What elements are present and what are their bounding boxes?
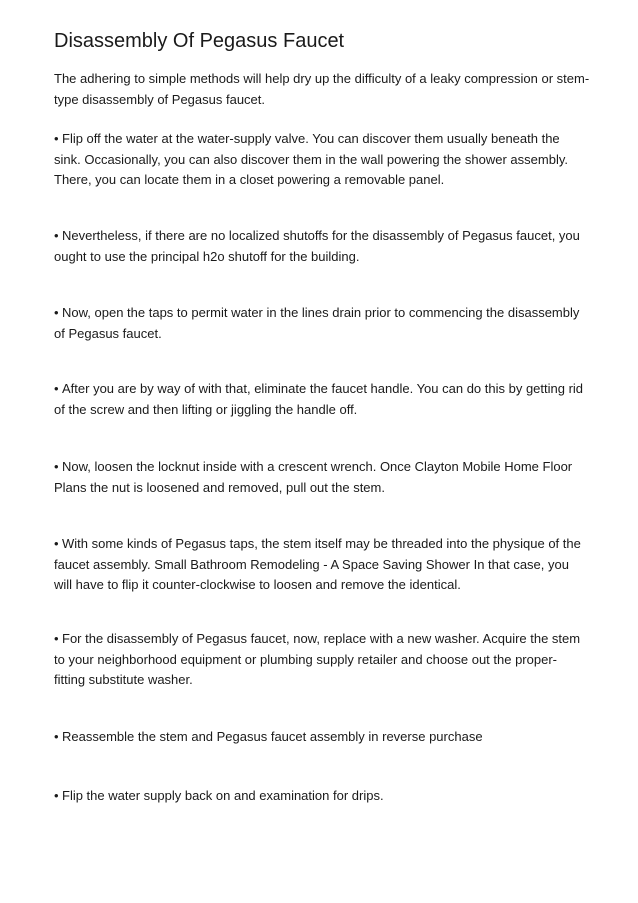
bullet-line (54, 129, 602, 150)
bullet-item (54, 379, 602, 420)
bullet-line (54, 457, 602, 478)
page-title: Disassembly Of Pegasus Faucet (54, 30, 345, 52)
bullet-symbol: • (54, 228, 59, 243)
bullet-symbol: • (54, 536, 59, 551)
bullet-symbol: • (54, 729, 59, 744)
bullet-text: With some kinds of Pegasus taps, the stem itself may be threaded into the physique of the (62, 536, 581, 551)
bullet-text: After you are by way of with that, eliminate the faucet handle. You can do this by getting rid (62, 381, 584, 396)
bullet-line: Plans the nut is loosened and removed, pull out the stem. (54, 479, 385, 495)
bullet-line: of Pegasus faucet. (54, 325, 162, 341)
bullet-line: faucet assembly. Small Bathroom Remodeling - A Space Saving Shower In that case, you (54, 556, 569, 572)
bullet-symbol: • (54, 631, 59, 646)
bullet-line (54, 379, 602, 400)
bullet-line: sink. Occasionally, you can also discover them in the wall powering the shower assembly. (54, 151, 568, 167)
bullet-item (54, 786, 602, 807)
bullet-text: Nevertheless, if there are no localized shutoffs for the disassembly of Pegasus faucet, you (62, 228, 580, 243)
bullet-text: Flip off the water at the water-supply valve. You can discover them usually beneath the (62, 131, 560, 146)
bullet-item (54, 226, 602, 267)
bullet-text: Reassemble the stem and Pegasus faucet assembly in reverse purchase (62, 729, 483, 744)
bullet-line (54, 629, 602, 650)
bullet-text: Now, open the taps to permit water in the lines drain prior to commencing the disassembly (62, 305, 580, 320)
bullet-item (54, 629, 602, 691)
bullet-line: of the screw and then lifting or jiggling the handle off. (54, 401, 358, 417)
bullet-line (54, 303, 602, 324)
bullet-text: Now, loosen the locknut inside with a crescent wrench. Once Clayton Mobile Home Floor (62, 459, 573, 474)
bullet-line (54, 226, 602, 247)
bullet-line (54, 786, 602, 807)
bullet-item (54, 303, 602, 344)
bullet-item (54, 727, 602, 748)
bullet-line: to your neighborhood equipment or plumbing supply retailer and choose out the proper- (54, 651, 557, 667)
bullet-symbol: • (54, 305, 59, 320)
intro-line: type disassembly of Pegasus faucet. (54, 91, 266, 107)
bullet-line: ought to use the principal h2o shutoff for the building. (54, 248, 360, 264)
bullet-line: fitting substitute washer. (54, 672, 193, 687)
bullet-item (54, 129, 602, 191)
bullet-symbol: • (54, 459, 59, 474)
intro-paragraph (54, 69, 594, 110)
bullet-symbol: • (54, 381, 59, 396)
bullet-symbol: • (54, 788, 59, 803)
bullet-line: will have to flip it counter-clockwise to loosen and remove the identical. (54, 577, 461, 592)
bullet-text: Flip the water supply back on and examination for drips. (62, 788, 384, 803)
bullet-item (54, 457, 602, 498)
bullet-symbol: • (54, 131, 59, 146)
intro-line: The adhering to simple methods will help dry up the difficulty of a leaky compression or stem- (54, 71, 590, 86)
bullet-line (54, 534, 602, 555)
bullet-line (54, 727, 602, 748)
bullet-text: For the disassembly of Pegasus faucet, now, replace with a new washer. Acquire the stem (62, 631, 581, 646)
bullet-item (54, 534, 602, 596)
bullet-line: There, you can locate them in a closet powering a removable panel. (54, 172, 445, 187)
